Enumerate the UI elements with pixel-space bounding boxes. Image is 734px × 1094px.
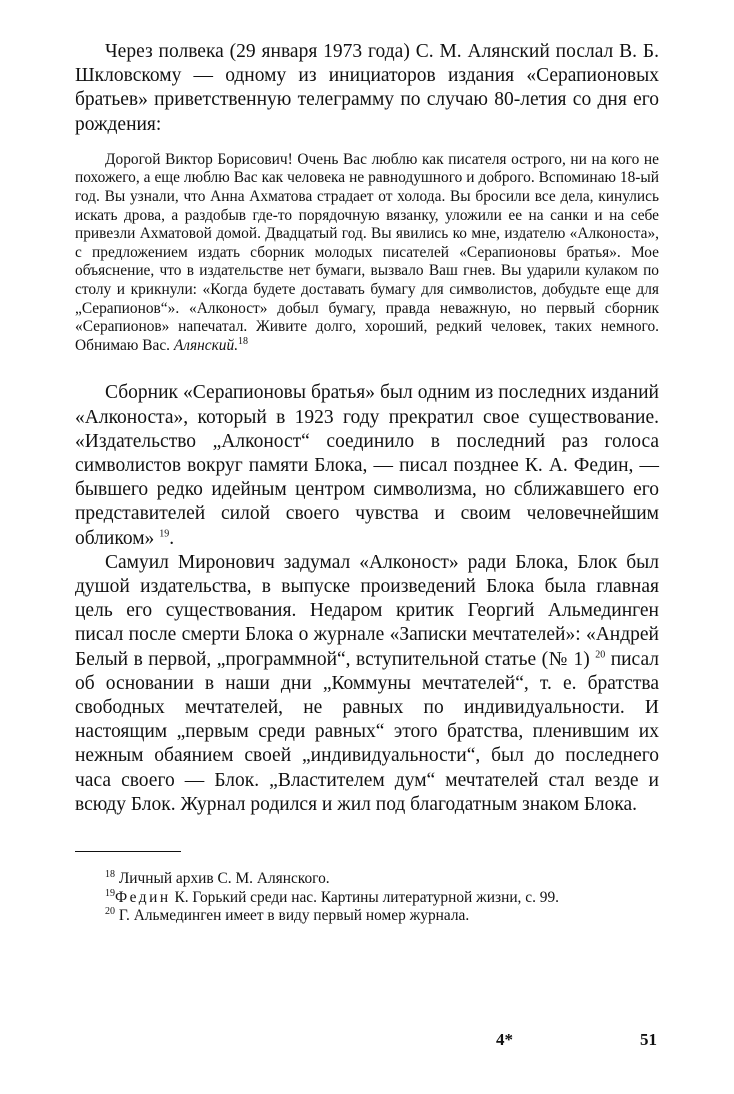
page-number: 51 — [640, 1030, 657, 1049]
paragraph-sbornik-tail: . — [169, 527, 175, 549]
paragraph-samuil-text-before: Самуил Миронович задумал «Алконост» ради Блока, Блок был душой издательства, в выпуске произведений Блока была главная цель его существования. Недаром критик Георгий Альмединген писал после смерти Блока о журнале «Записки мечтателей»: «Андрей Белый в первой, „программной“, вступительной статье (№ 1) — [75, 551, 659, 670]
footnote-number: 19 — [105, 887, 115, 899]
footnote-20 — [75, 907, 659, 926]
page-body — [75, 40, 659, 926]
footnote-author: Федин — [115, 888, 171, 906]
footnote-text: К. Горький среди нас. Картины литературной жизни, с. 99. — [174, 888, 560, 906]
telegram-text: Дорогой Виктор Борисович! Очень Вас люблю как писателя острого, ни на кого не похожего, а еще люблю Вас как человека не равнодушного и доброго. Вспоминаю 18-ый год. Вы узнали, что Анна Ахматова страдает от холода. Вы бросили все дела, кинулись искать дрова, а раздобыв где-то порядочную вязанку, уложили ее на санки и на себе привезли Ахматовой домой. Двадцатый год. Вы явились ко мне, издателю «Алконоста», с предложением издать сборник молодых писателей «Серапионовы братья». Мое объяснение, что в издательстве нет бумаги, вызвало Ваш гнев. Вы ударили кулаком по столу и крикнули: «Когда будете доставать бумагу для символистов, добудьте еще для „Серапионов“». «Алконост» добыл бумагу, правда неважную, но первый сборник «Серапионов» напечатал. Живите долго, хороший, редкий человек, таких немного. Обнимаю Вас. — [75, 150, 659, 354]
paragraph-sbornik — [75, 381, 659, 550]
telegram-signature: Алянский. — [173, 336, 239, 354]
paragraph-sbornik-text: Сборник «Серапионовы братья» был одним из последних изданий «Алконоста», который в 1923 году прекратил свое существование. «Издательство „Алконост“ соединило в последний раз голоса символистов вокруг памяти Блока, — писал позднее К. А. Федин, — бывшего редко идейным центром символизма, но сближавшего его представителей силой своего чувства и своим человечнейшим обликом» — [75, 382, 659, 549]
footnote-ref-18[interactable]: 18 — [238, 335, 249, 347]
footnote-text: Личный архив С. М. Алянского. — [118, 870, 330, 887]
paragraph-samuil — [75, 551, 659, 817]
footnote-number: 18 — [105, 868, 115, 880]
footnote-ref-19[interactable]: 19 — [159, 528, 170, 540]
signature-mark: 4* — [496, 1030, 513, 1049]
footnote-ref-20[interactable]: 20 — [595, 649, 606, 661]
footnote-text: Г. Альмединген имеет в виду первый номер журнала. — [118, 907, 470, 925]
telegram-quote — [75, 151, 659, 356]
paragraph-samuil-text-after: писал об основании в наши дни „Коммуны мечтателей“, т. е. братства свободных мечтателей, не равных по индивидуальности. И настоящим „первым среди равных“ этого братства, пленившим их нежным обаянием своей „индивидуальности“, был до последнего часа своего — Блок. „Властителем дум“ мечтателей стал везде и всюду Блок. Журнал родился и жил под благодатным знаком Блока. — [75, 648, 660, 815]
intro-paragraph — [75, 40, 659, 137]
footnote-divider — [75, 851, 181, 852]
footnote-number: 20 — [105, 906, 115, 918]
footnote-18 — [75, 870, 659, 889]
footnote-19 — [75, 889, 659, 908]
intro-text: Через полвека (29 января 1973 года) С. М. Алянский послал В. Б. Шкловскому — одному из инициаторов издания «Серапионовых братьев» приветственную телеграмму по случаю 80-летия со дня его рождения: — [75, 41, 659, 135]
